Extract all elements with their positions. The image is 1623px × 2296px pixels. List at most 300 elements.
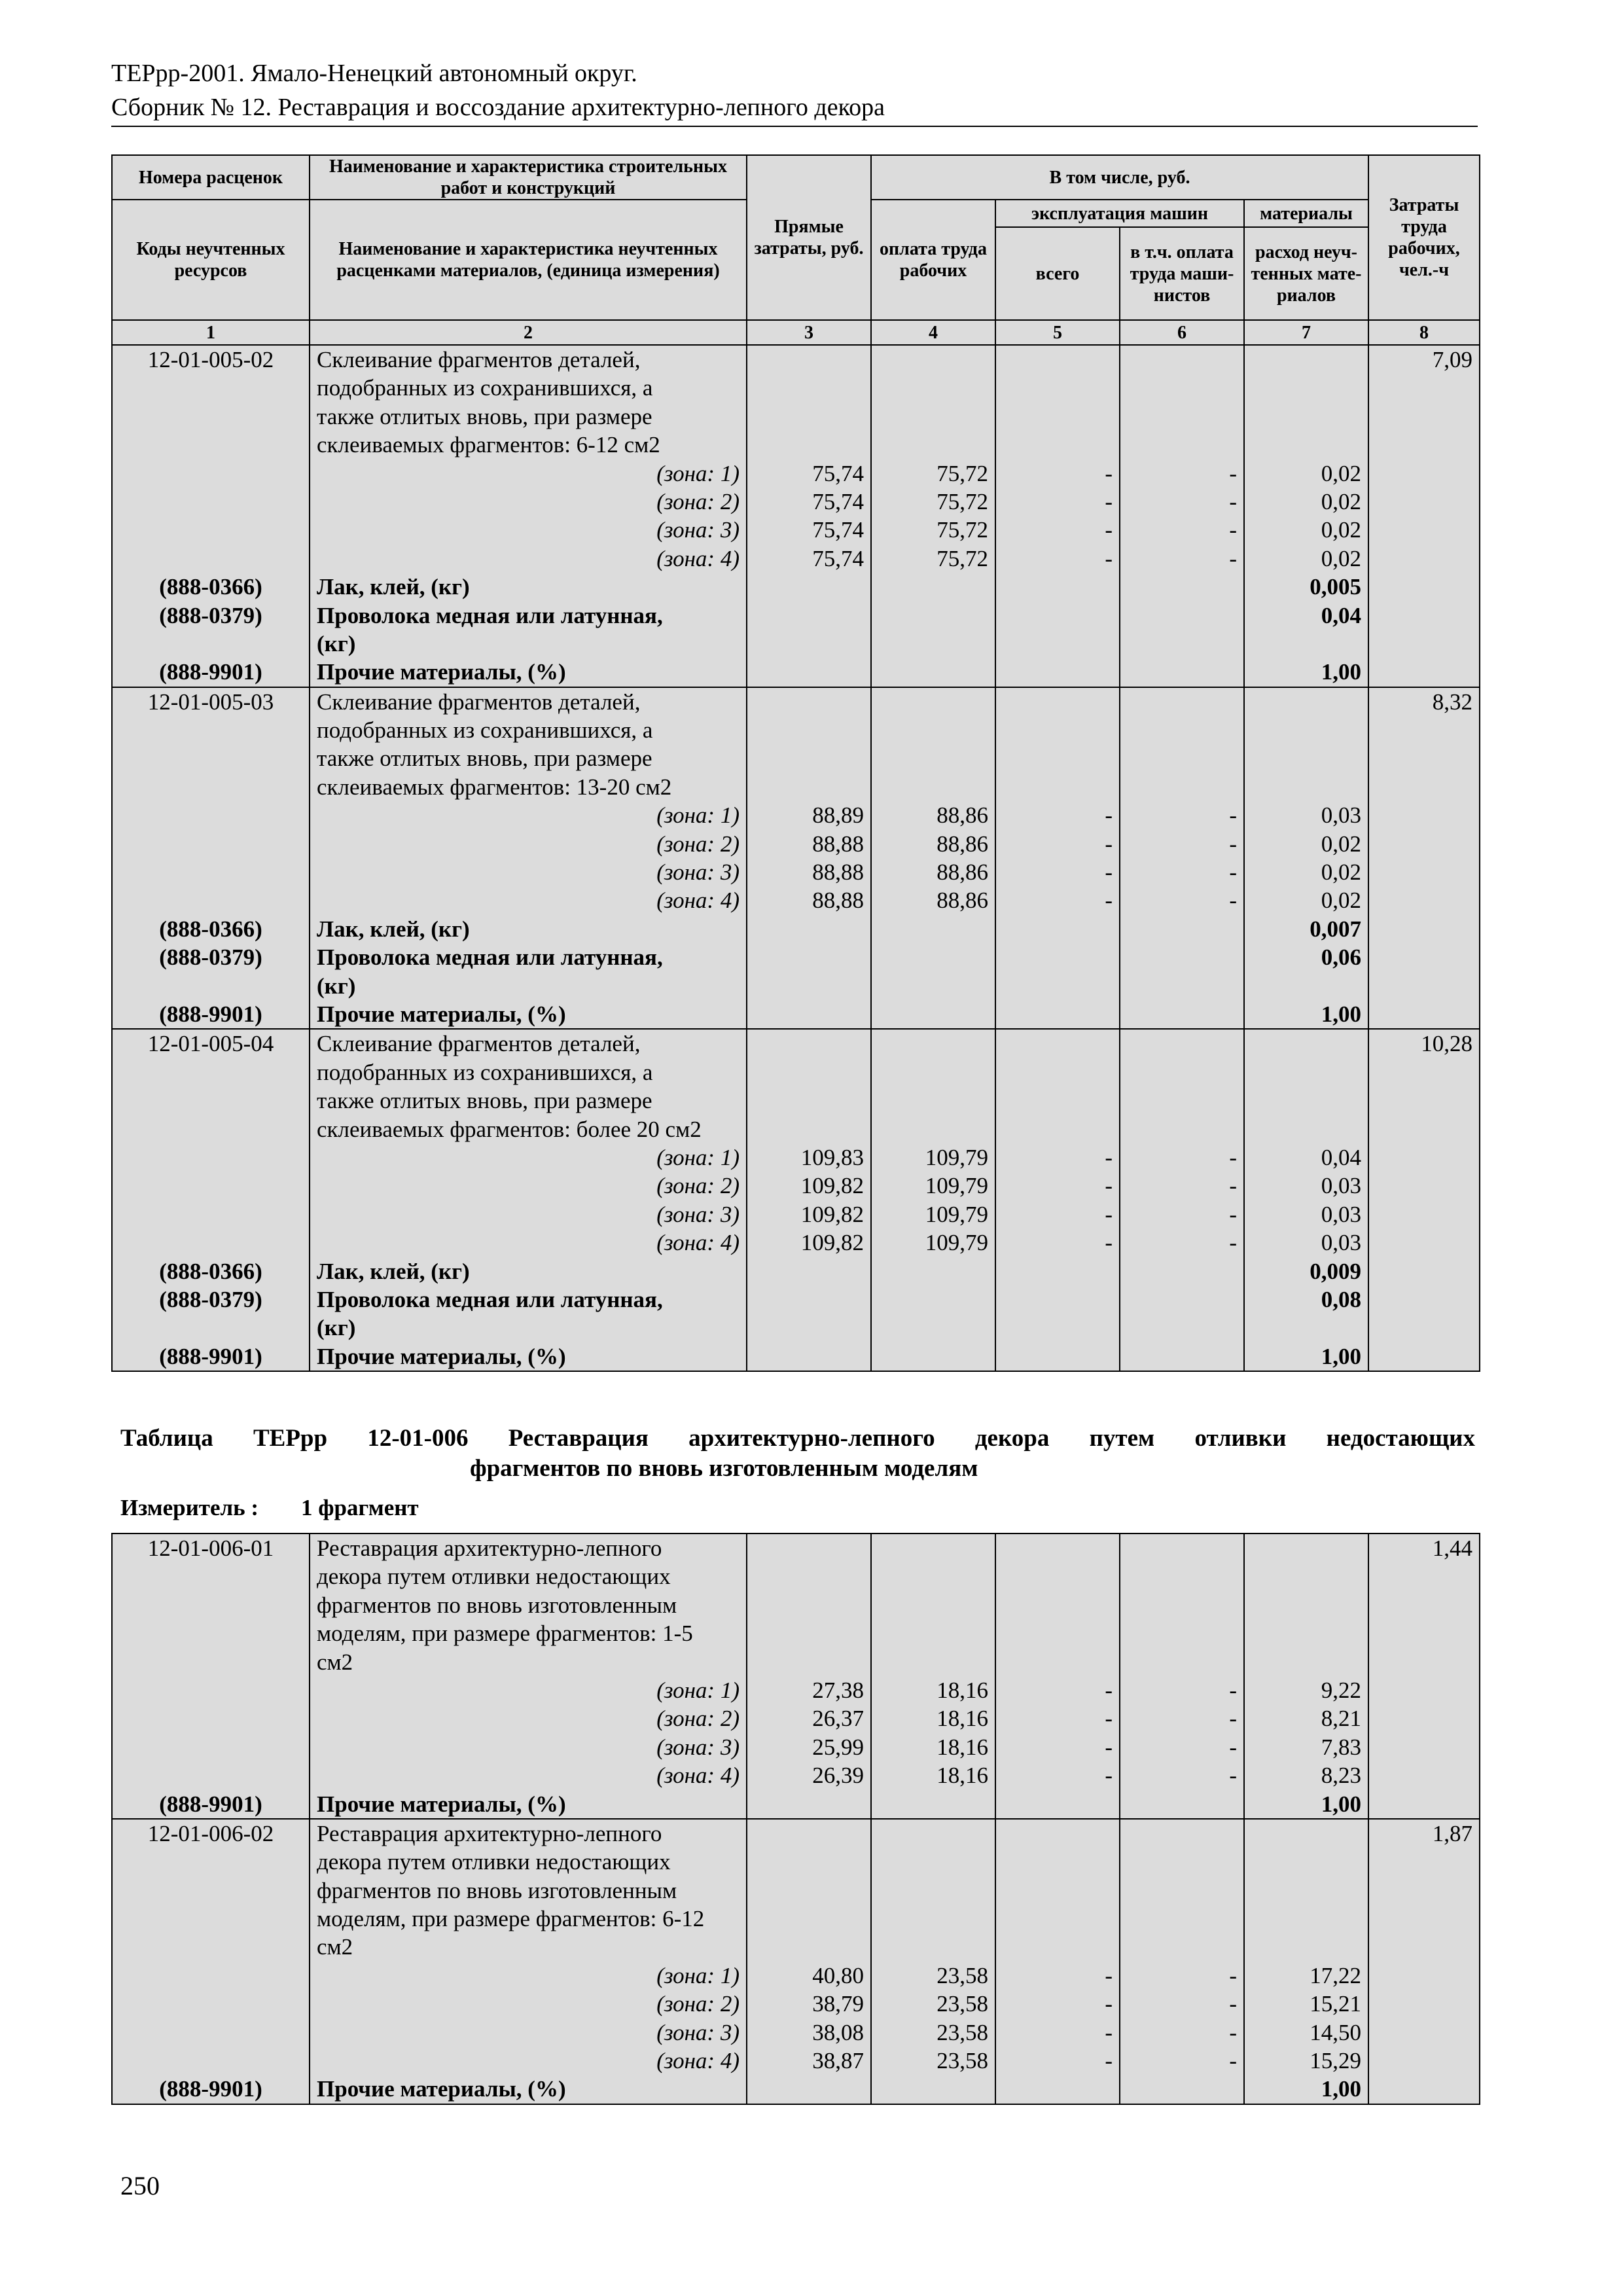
materials-line: 1,00 [1321,2076,1361,2102]
resource-code-line [113,1905,309,1933]
cell-labor-pay [871,1819,995,2104]
materials-line: 0,06 [1321,944,1361,971]
machine-total-line [996,1876,1119,1905]
header-direct-costs: Прямые затраты, руб. [747,155,871,320]
resource-code-line: (888-9901) [159,2076,262,2102]
labor-costs-line [1369,374,1479,402]
direct-costs-line [747,1591,870,1619]
labor-costs-line [1369,1761,1479,1789]
operator-pay-line [1120,1086,1243,1115]
direct-costs-line [747,431,870,459]
cell-direct-costs [747,1819,871,2104]
labor-pay-line [872,601,995,630]
direct-costs-line: 25,99 [812,1734,864,1760]
machine-total-line [996,1905,1119,1933]
machine-total-line [996,1534,1119,1562]
operator-pay-line [1120,1257,1243,1285]
resource-code-line [113,773,309,801]
direct-costs-line: 27,38 [812,1677,864,1703]
column-number: 2 [310,320,747,345]
materials-line [1245,1820,1368,1848]
labor-costs-line [1369,773,1479,801]
resource-code-line [113,488,309,516]
item-name-line: Лак, клей, (кг) [317,574,470,600]
labor-costs-line [1369,1848,1479,1876]
cell-operator-pay [1120,345,1244,687]
labor-pay-line [872,1562,995,1590]
resource-code-line [113,1562,309,1590]
materials-line [1245,630,1368,658]
labor-pay-line: 23,58 [936,2019,988,2045]
machine-total-line: - [1105,2048,1113,2074]
operator-pay-line: - [1229,1201,1237,1227]
operator-pay-line [1120,1342,1243,1371]
direct-costs-line [747,972,870,1000]
operator-pay-line [1120,431,1243,459]
direct-costs-line [747,1058,870,1086]
direct-costs-line [747,1342,870,1371]
labor-pay-line [872,1905,995,1933]
cell-machine-total [995,687,1120,1030]
labor-costs-line [1369,1000,1479,1028]
resource-code-line [113,858,309,886]
materials-line [1245,1314,1368,1342]
rate-row [112,1534,1480,1819]
operator-pay-line: - [1229,1763,1237,1789]
item-name-line: Лак, клей, (кг) [317,1258,470,1284]
machine-total-line [996,1000,1119,1028]
item-name-line: (зона: 4) [656,545,740,571]
materials-line [1245,346,1368,374]
materials-line: 0,04 [1321,1144,1361,1170]
resource-code-line [113,1876,309,1905]
materials-line: 0,03 [1321,1173,1361,1199]
resource-code-line [113,744,309,772]
materials-line: 1,00 [1321,1001,1361,1027]
item-name-line: Реставрация архитектурно-лепного [317,1820,662,1846]
item-name-line: склеиваемых фрагментов: более 20 см2 [317,1116,702,1142]
header-total: всего [995,227,1120,320]
resource-code-line: 12-01-005-03 [147,689,274,715]
operator-pay-line [1120,1820,1243,1848]
resource-code-line [113,374,309,402]
labor-costs-line: 8,32 [1432,689,1472,715]
operator-pay-line: - [1229,517,1237,543]
labor-costs-line [1369,1990,1479,2018]
machine-total-line [996,431,1119,459]
item-name-line: склеиваемых фрагментов: 13-20 см2 [317,774,672,800]
cell-direct-costs [747,1534,871,1819]
labor-pay-line: 88,86 [936,831,988,857]
machine-total-line [996,1257,1119,1285]
header-operator-pay: в т.ч. оплата труда маши-нистов [1120,227,1244,320]
header-machine-operation: эксплуатация машин [995,200,1244,227]
labor-pay-line: 18,16 [936,1706,988,1732]
labor-pay-line [872,1591,995,1619]
cell-item-name [310,1029,747,1371]
item-name-line: Прочие материалы, (%) [317,1343,566,1369]
operator-pay-line: - [1229,460,1237,486]
measure-value: 1 фрагмент [301,1495,419,1520]
operator-pay-line [1120,943,1243,971]
labor-pay-line: 109,79 [925,1201,988,1227]
item-name-line: (зона: 2) [656,831,740,857]
direct-costs-line [747,2075,870,2103]
resource-code-line: (888-0366) [159,1258,262,1284]
materials-line [1245,431,1368,459]
cell-direct-costs [747,345,871,687]
direct-costs-line [747,1820,870,1848]
machine-total-line [996,658,1119,686]
labor-costs-line [1369,1086,1479,1115]
resource-code-line [113,1172,309,1200]
machine-total-line: - [1105,545,1113,571]
labor-pay-line [872,716,995,744]
resource-code-line [113,716,309,744]
machine-total-line [996,1058,1119,1086]
machine-total-line [996,1314,1119,1342]
labor-pay-line [872,1933,995,1961]
item-name-line: (зона: 4) [656,1763,740,1789]
resource-code-line [113,830,309,858]
labor-pay-line: 109,79 [925,1230,988,1256]
direct-costs-line [747,1790,870,1818]
operator-pay-line [1120,403,1243,431]
resource-code-line [113,1648,309,1676]
machine-total-line [996,2075,1119,2103]
machine-total-line [996,1562,1119,1590]
operator-pay-line [1120,1285,1243,1314]
cell-resource-code [112,1029,310,1371]
column-number: 5 [995,320,1120,345]
operator-pay-line [1120,1790,1243,1818]
operator-pay-line [1120,346,1243,374]
direct-costs-line: 38,79 [812,1991,864,2017]
item-name-line: (зона: 4) [656,888,740,914]
labor-pay-line: 75,72 [936,460,988,486]
machine-total-line [996,773,1119,801]
operator-pay-line [1120,1058,1243,1086]
cell-labor-costs [1368,1029,1480,1371]
rate-row [112,1029,1480,1371]
item-name-line: (зона: 1) [656,1144,740,1170]
item-name-line: (зона: 4) [656,1230,740,1256]
cell-resource-code [112,687,310,1030]
item-name-line: (зона: 2) [656,1706,740,1732]
labor-pay-line: 75,72 [936,488,988,514]
item-name-line: (зона: 1) [656,802,740,829]
resource-code-line [113,886,309,914]
resource-code-line [113,516,309,544]
labor-pay-line [872,1619,995,1647]
item-name-line: также отлитых вновь, при размере [317,1088,652,1114]
item-name-line: декора путем отливки недостающих [317,1564,671,1590]
item-name-line: декора путем отливки недостающих [317,1849,671,1875]
materials-line [1245,1591,1368,1619]
document-header-line1: ТЕРрр-2001. Ямало-Ненецкий автономный округ. [111,60,637,87]
machine-total-line [996,1030,1119,1058]
direct-costs-line: 75,74 [812,488,864,514]
materials-line: 0,02 [1321,460,1361,486]
labor-pay-line [872,1314,995,1342]
labor-costs-line [1369,830,1479,858]
machine-total-line [996,915,1119,943]
labor-costs-line [1369,1562,1479,1590]
labor-costs-line [1369,1257,1479,1285]
direct-costs-line: 109,82 [800,1201,864,1227]
labor-pay-line: 88,86 [936,888,988,914]
machine-total-line [996,1790,1119,1818]
item-name-line: Проволока медная или латунная, [317,1286,663,1312]
labor-pay-line [872,346,995,374]
labor-costs-line [1369,943,1479,971]
labor-pay-line: 75,72 [936,545,988,571]
labor-costs-line [1369,1172,1479,1200]
resource-code-line: 12-01-005-04 [147,1031,274,1057]
resource-code-line [113,1761,309,1789]
direct-costs-line: 26,39 [812,1763,864,1789]
operator-pay-line: - [1229,1173,1237,1199]
labor-costs-line [1369,716,1479,744]
direct-costs-line [747,1314,870,1342]
materials-line: 15,21 [1310,1991,1361,2017]
resource-code-line [113,403,309,431]
header-including: В том числе, руб. [871,155,1368,200]
direct-costs-line: 88,88 [812,831,864,857]
direct-costs-line [747,573,870,601]
item-name-line: (кг) [317,630,356,656]
cell-labor-pay [871,1534,995,1819]
materials-line [1245,1876,1368,1905]
labor-costs-line [1369,1619,1479,1647]
materials-line [1245,1115,1368,1143]
labor-pay-line [872,1342,995,1371]
labor-pay-line [872,1820,995,1848]
cell-machine-total [995,1029,1120,1371]
machine-total-line: - [1105,1144,1113,1170]
direct-costs-line [747,716,870,744]
materials-line [1245,1933,1368,1961]
resource-code-line [113,1848,309,1876]
labor-costs-line [1369,545,1479,573]
operator-pay-line [1120,601,1243,630]
machine-total-line: - [1105,460,1113,486]
machine-total-line [996,346,1119,374]
resource-code-line [113,1314,309,1342]
cell-resource-code [112,345,310,687]
header-labor-pay: оплата труда рабочих [871,200,995,320]
item-name-line: (зона: 3) [656,1734,740,1760]
labor-pay-line [872,1000,995,1028]
item-name-line: (зона: 1) [656,460,740,486]
materials-line: 0,02 [1321,517,1361,543]
labor-costs-line [1369,573,1479,601]
machine-total-line [996,1820,1119,1848]
labor-pay-line [872,403,995,431]
labor-pay-line: 109,79 [925,1144,988,1170]
item-name-line: подобранных из сохранившихся, а [317,375,653,401]
direct-costs-line [747,688,870,716]
item-name-line: см2 [317,1934,353,1960]
item-name-line: Прочие материалы, (%) [317,1791,566,1817]
rates-table [111,154,1480,1372]
machine-total-line [996,1115,1119,1143]
item-name-line: (зона: 4) [656,2048,740,2074]
labor-costs-line [1369,2047,1479,2075]
item-name-line: Склеивание фрагментов деталей, [317,1031,641,1057]
direct-costs-line [747,630,870,658]
labor-pay-line [872,972,995,1000]
rate-row [112,1819,1480,2104]
rate-row [112,345,1480,687]
operator-pay-line [1120,1591,1243,1619]
operator-pay-line [1120,744,1243,772]
operator-pay-line: - [1229,859,1237,886]
operator-pay-line [1120,658,1243,686]
item-name-line: (зона: 3) [656,1201,740,1227]
cell-labor-costs [1368,1819,1480,2104]
labor-pay-line [872,773,995,801]
labor-costs-line [1369,516,1479,544]
labor-costs-line [1369,1676,1479,1704]
item-name-line: Реставрация архитектурно-лепного [317,1535,662,1561]
operator-pay-line [1120,1619,1243,1647]
direct-costs-line: 26,37 [812,1706,864,1732]
direct-costs-line [747,1648,870,1676]
item-name-line: (зона: 3) [656,517,740,543]
resource-code-line [113,1990,309,2018]
column-number: 4 [871,320,995,345]
cell-operator-pay [1120,1819,1244,2104]
operator-pay-line: - [1229,1962,1237,1988]
labor-pay-line: 88,86 [936,802,988,829]
resource-code-line [113,1115,309,1143]
machine-total-line: - [1105,2019,1113,2045]
direct-costs-line: 88,88 [812,859,864,886]
labor-costs-line [1369,2018,1479,2047]
direct-costs-line [747,1534,870,1562]
labor-pay-line [872,688,995,716]
direct-costs-line: 40,80 [812,1962,864,1988]
cell-item-name [310,345,747,687]
resource-code-line [113,801,309,829]
materials-line: 0,02 [1321,831,1361,857]
materials-line [1245,972,1368,1000]
materials-line: 0,02 [1321,488,1361,514]
operator-pay-line: - [1229,2048,1237,2074]
header-labor-costs: Затраты труда рабочих, чел.-ч [1368,155,1480,320]
machine-total-line [996,1848,1119,1876]
direct-costs-line [747,374,870,402]
direct-costs-line: 109,83 [800,1144,864,1170]
column-number: 1 [112,320,310,345]
item-name-line: подобранных из сохранившихся, а [317,1059,653,1085]
labor-costs-line [1369,1115,1479,1143]
labor-costs-line [1369,1143,1479,1172]
operator-pay-line: - [1229,831,1237,857]
direct-costs-line [747,346,870,374]
labor-costs-line [1369,1704,1479,1732]
column-number: 6 [1120,320,1244,345]
materials-line: 0,03 [1321,1230,1361,1256]
cell-direct-costs [747,1029,871,1371]
labor-costs-line [1369,1733,1479,1761]
cell-materials [1244,345,1368,687]
machine-total-line: - [1105,517,1113,543]
cell-labor-pay [871,345,995,687]
operator-pay-line [1120,630,1243,658]
materials-line [1245,688,1368,716]
column-number: 3 [747,320,871,345]
labor-costs-line [1369,858,1479,886]
machine-total-line [996,744,1119,772]
materials-line: 0,02 [1321,888,1361,914]
cell-operator-pay [1120,1029,1244,1371]
cell-labor-costs [1368,345,1480,687]
rate-row [112,687,1480,1030]
resource-code-line [113,459,309,488]
resource-code-line: (888-9901) [159,659,262,685]
machine-total-line [996,573,1119,601]
labor-pay-line [872,1876,995,1905]
resource-code-line [113,545,309,573]
direct-costs-line [747,943,870,971]
materials-line [1245,1058,1368,1086]
labor-costs-line [1369,1648,1479,1676]
item-name-line: см2 [317,1649,353,1675]
labor-costs-line [1369,1962,1479,1990]
resource-code-line [113,1676,309,1704]
labor-pay-line: 109,79 [925,1173,988,1199]
machine-total-line: - [1105,831,1113,857]
materials-line: 7,83 [1321,1734,1361,1760]
labor-pay-line [872,374,995,402]
machine-total-line: - [1105,1230,1113,1256]
operator-pay-line [1120,1876,1243,1905]
labor-pay-line [872,1058,995,1086]
resource-code-line [113,1619,309,1647]
direct-costs-line [747,601,870,630]
operator-pay-line [1120,374,1243,402]
direct-costs-line: 38,08 [812,2019,864,2045]
operator-pay-line [1120,1115,1243,1143]
labor-costs-line [1369,459,1479,488]
direct-costs-line [747,1086,870,1115]
resource-code-line [113,1229,309,1257]
cell-materials [1244,1029,1368,1371]
direct-costs-line: 109,82 [800,1230,864,1256]
resource-code-line: (888-9901) [159,1001,262,1027]
labor-pay-line [872,1030,995,1058]
item-name-line: фрагментов по вновь изготовленным [317,1877,677,1903]
labor-costs-line [1369,1790,1479,1818]
materials-line: 17,22 [1310,1962,1361,1988]
item-name-line: моделям, при размере фрагментов: 6-12 [317,1906,705,1932]
machine-total-line [996,716,1119,744]
direct-costs-line [747,915,870,943]
operator-pay-line: - [1229,2019,1237,2045]
operator-pay-line [1120,1933,1243,1961]
machine-total-line [996,1648,1119,1676]
operator-pay-line: - [1229,1230,1237,1256]
materials-line [1245,1648,1368,1676]
operator-pay-line [1120,1562,1243,1590]
labor-pay-line [872,1086,995,1115]
direct-costs-line [747,1257,870,1285]
labor-costs-line [1369,1591,1479,1619]
materials-line: 0,02 [1321,859,1361,886]
operator-pay-line [1120,915,1243,943]
